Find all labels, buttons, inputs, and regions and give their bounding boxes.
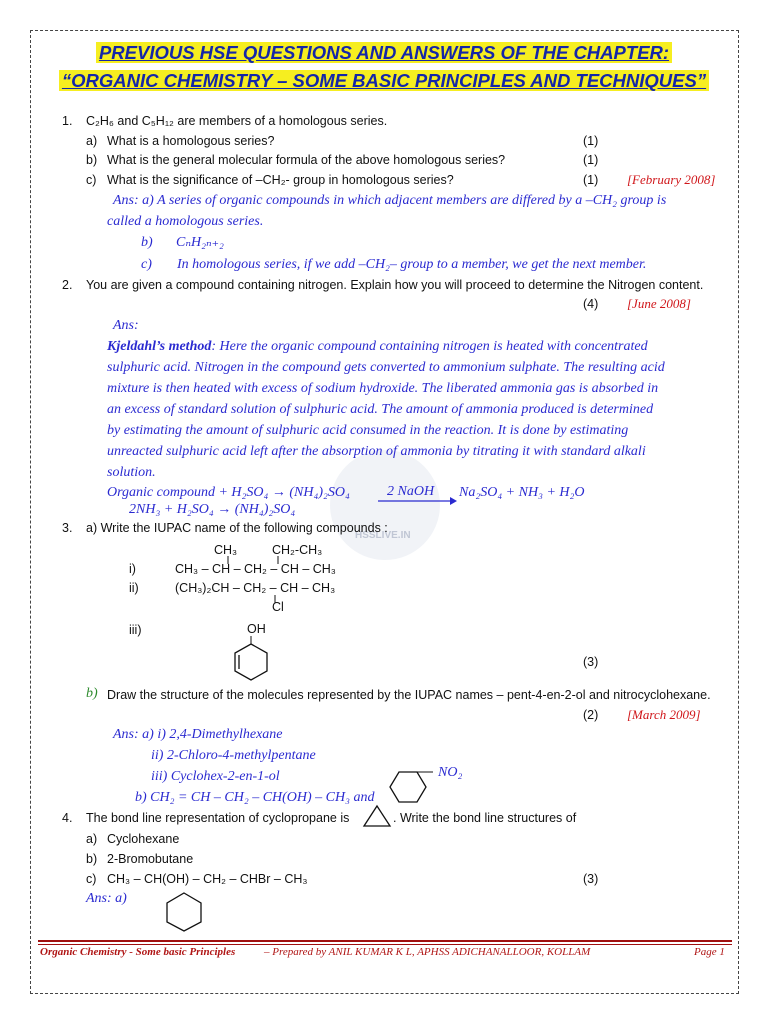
page-title-line1: PREVIOUS HSE QUESTIONS AND ANSWERS OF THE CHAPTER: [0,42,768,64]
q2-equation1-left: Organic compound + H₂SO₄ → (NH₄)₂SO₄ [107,485,350,500]
q2-number: 2. [62,278,73,292]
q4-c-text: CH₃ – CH(OH) – CH₂ – CHBr – CH₃ [107,872,308,886]
q3-b-letter: b) [86,686,98,701]
q4-b-text: 2-Bromobutane [107,852,194,866]
q3-i-substituent-ethyl: CH₂-CH₃ [272,543,323,557]
q1-a-letter: a) [86,134,98,148]
q1-b-letter: b) [86,153,98,167]
footer-page-number: Page 1 [694,946,725,958]
q3-b-text: Draw the structure of the molecules represented by the IUPAC names – pent-4-en-2-ol and nitrocyclohexane. [107,688,711,702]
q1-stem: C₂H₆ and C₅H₁₂ are members of a homologous series. [86,114,388,128]
q1-answer-c-letter: c) [141,257,152,272]
q3-i-formula: CH₃ – CH – CH₂ – CH – CH₃ [175,562,336,576]
q3-i-substituent-methyl: CH₃ [214,543,238,557]
q1-b-text: What is the general molecular formula of the above homologous series? [107,153,506,167]
q3-answer-line4: b) CH₂ = CH – CH₂ – CH(OH) – CH₃ and [135,790,375,805]
q1-a-marks: (1) [583,134,599,148]
q1-answer-a-line1: Ans: a) A series of organic compounds in which adjacent members are differed by a –CH₂ group is [113,193,667,208]
cyclohexane-structure [163,891,205,933]
q3-no2-label: NO₂ [438,765,463,780]
q1-a-text: What is a homologous series? [107,134,275,148]
q1-c-letter: c) [86,173,97,187]
q4-a-letter: a) [86,832,98,846]
q2-stem: You are given a compound containing nitrogen. Explain how you will proceed to determine the Nitrogen content. [86,278,704,292]
q2-answer-line4: an excess of standard solution of sulphuric acid. The amount of ammonia produced is determined [107,402,654,417]
footer-rule-bottom [38,944,732,945]
q2-answer-line5: by estimating the amount of sulphuric acid consumed in the reaction. It is done by estimating [107,423,629,438]
q2-equation1-right: Na₂SO₄ + NH₃ + H₂O [459,485,585,500]
footer-chapter: Organic Chemistry - Some basic Principles [40,946,236,958]
q2-equation2: 2NH₃ + H₂SO₄ → (NH₄)₂SO₄ [129,502,296,517]
q4-stem-part1: The bond line representation of cyclopropane is [86,811,350,825]
q3-ii-label: ii) [129,581,139,595]
q4-stem-part2: . Write the bond line structures of [393,811,577,825]
watermark-text: HSSLIVE.IN [355,530,411,541]
q2-answer-line3: mixture is then heated with excess of sodium hydroxide. The liberated ammonia gas is absorbed in [107,381,659,396]
q1-b-marks: (1) [583,153,599,167]
q2-answer-line2: sulphuric acid. Nitrogen in the compound gets converted to ammonium sulphate. The resulting acid [107,360,665,375]
q3-ii-chloro: Cl [272,600,284,614]
q2-method-name: Kjeldahl’s method [107,339,212,354]
footer-author: – Prepared by ANIL KUMAR K L, APHSS ADICHANALLOOR, KOLLAM [264,946,591,958]
q4-a-text: Cyclohexane [107,832,180,846]
page-title-line2: “ORGANIC CHEMISTRY – SOME BASIC PRINCIPLES AND TECHNIQUES” [0,70,768,92]
q3-answer-line1: Ans: a) i) 2,4-Dimethylhexane [113,727,283,742]
q1-answer-b: CₙH₂ₙ₊₂ [176,235,224,250]
q1-number: 1. [62,114,73,128]
q3-answer-line2: ii) 2-Chloro-4-methylpentane [151,748,316,763]
q4-answer-label: Ans: a) [86,891,127,906]
q2-exam-tag: [June 2008] [627,296,691,311]
q4-b-letter: b) [86,852,98,866]
reaction-arrow [376,496,458,506]
q1-answer-b-letter: b) [141,235,153,250]
q2-answer-line1: Kjeldahl’s method: Here the organic compound containing nitrogen is heated with concentrated [107,339,648,354]
q4-marks: (3) [583,872,599,886]
q1-exam-tag: [February 2008] [627,172,716,187]
q1-answer-c: In homologous series, if we add –CH₂– group to a member, we get the next member. [177,257,647,272]
q3-iii-label: iii) [129,623,142,637]
q3-i-label: i) [129,562,136,576]
q2-answer-line7: solution. [107,465,156,480]
q3-number: 3. [62,521,73,535]
q1-c-marks: (1) [583,173,599,187]
q3-answer-line3: iii) Cyclohex-2-en-1-ol [151,769,280,784]
q1-answer-a-line2: called a homologous series. [107,214,264,229]
footer-rule-top [38,940,732,942]
q1-c-text: What is the significance of –CH₂- group in homologous series? [107,173,454,187]
q2-equation1-reagent: 2 NaOH [387,484,435,499]
q3-b-marks: (2) [583,708,599,722]
q3-exam-tag: [March 2009] [627,707,701,722]
q3-iii-oh: OH [247,622,266,636]
q3-a-marks: (3) [583,655,599,669]
cyclopropane-structure [362,804,392,828]
q2-answer-label: Ans: [113,318,139,333]
q2-marks: (4) [583,297,599,311]
cyclohexenol-structure [228,636,274,682]
q4-c-letter: c) [86,872,97,886]
q2-answer-line6: unreacted sulphuric acid left after the absorption of ammonia by titrating it with standard alkali [107,444,646,459]
q4-number: 4. [62,811,73,825]
q3-stem: a) Write the IUPAC name of the following compounds : [86,521,388,535]
q3-ii-formula: (CH₃)₂CH – CH₂ – CH – CH₃ [175,581,336,595]
